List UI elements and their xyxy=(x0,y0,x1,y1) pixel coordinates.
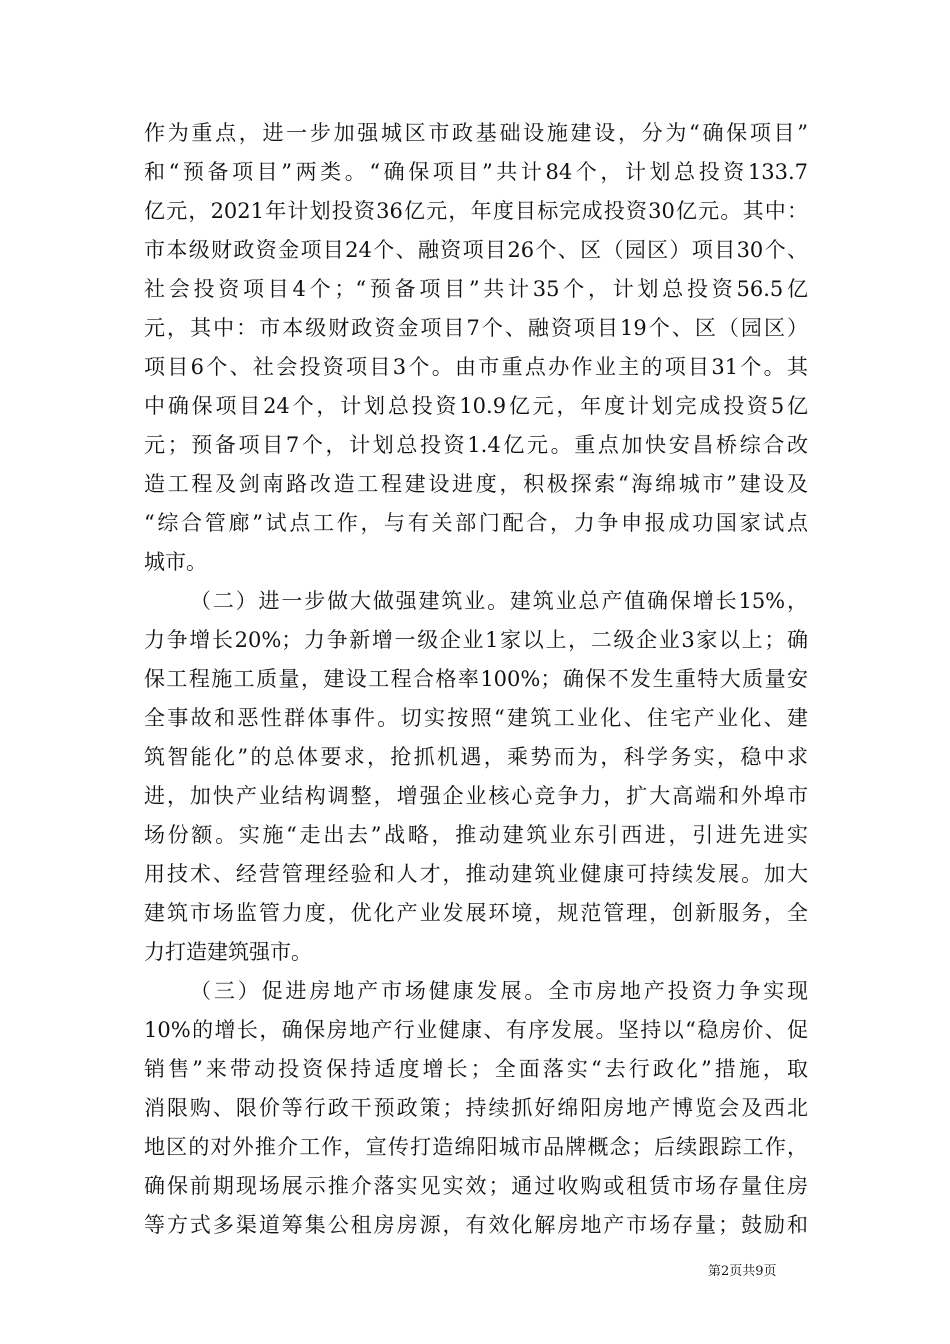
text-line: 筑智能化”的总体要求，抢抓机遇，乘势而为，科学务实，稳中求 xyxy=(144,745,808,769)
text-line: 10%的增长，确保房地产行业健康、有序发展。坚持以“稳房价、促 xyxy=(144,1018,808,1042)
text-line: 场份额。实施“走出去”战略，推动建筑业东引西进，引进先进实 xyxy=(144,823,808,847)
text-line: 元；预备项目7个，计划总投资1.4亿元。重点加快安昌桥综合改 xyxy=(144,433,808,457)
text-line: 进，加快产业结构调整，增强企业核心竞争力，扩大高端和外埠市 xyxy=(144,784,808,808)
text-line: 力打造建筑强市。 xyxy=(144,940,312,964)
text-line: 元，其中：市本级财政资金项目7个、融资项目19个、区（园区） xyxy=(144,316,808,340)
text-line: 等方式多渠道筹集公租房房源，有效化解房地产市场存量；鼓励和 xyxy=(144,1213,808,1237)
text-line: 确保前期现场展示推介落实见实效；通过收购或租赁市场存量住房 xyxy=(144,1174,808,1198)
text-line: 建筑市场监管力度，优化产业发展环境，规范管理，创新服务，全 xyxy=(144,901,808,925)
text-line: 保工程施工质量，建设工程合格率100%；确保不发生重特大质量安 xyxy=(144,667,808,691)
page-number: 第2页共9页 xyxy=(708,1264,777,1279)
text-line: 中确保项目24个，计划总投资10.9亿元，年度计划完成投资5亿 xyxy=(144,394,808,418)
text-line: 市本级财政资金项目24个、融资项目26个、区（园区）项目30个、 xyxy=(144,238,808,262)
text-line: 全事故和恶性群体事件。切实按照“建筑工业化、住宅产业化、建 xyxy=(144,706,808,730)
text-line: 力争增长20%；力争新增一级企业1家以上，二级企业3家以上；确 xyxy=(144,628,808,652)
text-line: （二）进一步做大做强建筑业。建筑业总产值确保增长15%， xyxy=(190,589,808,613)
text-line: 销售”来带动投资保持适度增长；全面落实“去行政化”措施，取 xyxy=(144,1057,808,1081)
text-line: 亿元，2021年计划投资36亿元，年度目标完成投资30亿元。其中： xyxy=(144,199,808,223)
text-line: 项目6个、社会投资项目3个。由市重点办作业主的项目31个。其 xyxy=(144,355,808,379)
text-line: （三）促进房地产市场健康发展。全市房地产投资力争实现 xyxy=(190,979,808,1003)
text-line: 地区的对外推介工作，宣传打造绵阳城市品牌概念；后续跟踪工作， xyxy=(144,1135,808,1159)
text-line: “综合管廊”试点工作，与有关部门配合，力争申报成功国家试点 xyxy=(144,511,808,535)
text-line: 和“预备项目”两类。“确保项目”共计84个，计划总投资133.7 xyxy=(144,160,808,184)
text-line: 用技术、经营管理经验和人才，推动建筑业健康可持续发展。加大 xyxy=(144,862,808,886)
text-line: 消限购、限价等行政干预政策；持续抓好绵阳房地产博览会及西北 xyxy=(144,1096,808,1120)
text-line: 作为重点，进一步加强城区市政基础设施建设，分为“确保项目” xyxy=(144,121,808,145)
text-line: 造工程及剑南路改造工程建设进度，积极探索“海绵城市”建设及 xyxy=(144,472,808,496)
text-line: 城市。 xyxy=(144,550,207,574)
text-line: 社会投资项目4个；“预备项目”共计35个，计划总投资56.5亿 xyxy=(144,277,808,301)
